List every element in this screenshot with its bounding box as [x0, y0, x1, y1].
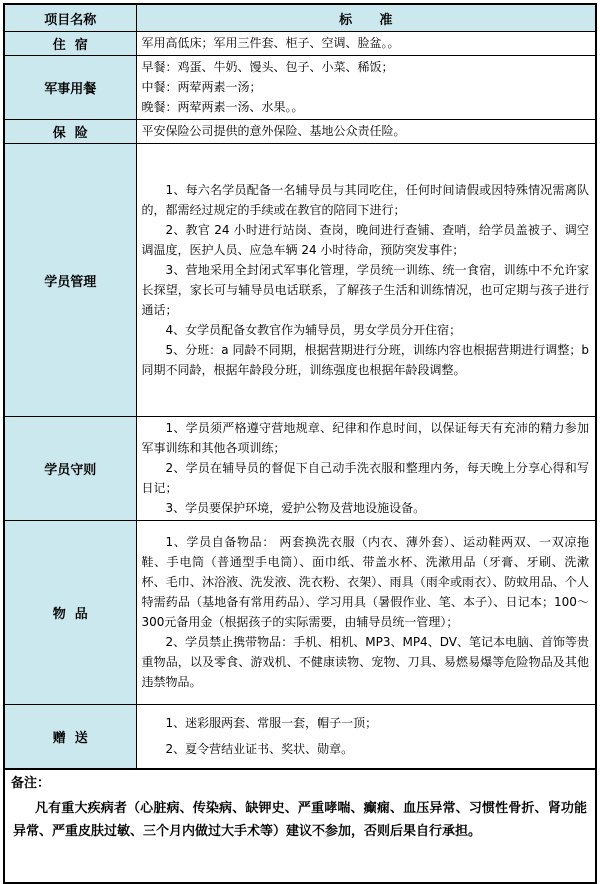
content-line: 2、夏令营结业证书、奖状、勋章。 [165, 741, 354, 756]
row-content-items [136, 521, 596, 705]
content-line: 中餐：两荤两素一汤； [141, 80, 262, 94]
content-line: 军用高低床；军用三件套、柜子、空调、脸盆。。 [141, 36, 400, 50]
table-header-row [4, 4, 596, 32]
row-meals [4, 56, 596, 120]
row-label-items: 物 品 [4, 521, 136, 705]
content-paragraph: 4、女学员配备女教官作为辅导员，男女学员分开住宿； [165, 322, 462, 337]
content-paragraph: 1、学员须严格遵守营地规章、纪律和作息时间，以保证每天有充沛的精力参加军事训练和其他各项训练； [141, 421, 589, 455]
row-student-management [4, 144, 596, 417]
row-content-meals [136, 56, 596, 120]
row-label-accommodation: 住 宿 [4, 32, 136, 56]
row-label-meals: 军事用餐 [4, 56, 136, 120]
row-items [4, 521, 596, 705]
row-content-accommodation [136, 32, 596, 56]
content-paragraph: 2、教官 24 小时进行站岗、查岗，晚间进行查铺、查哨，给学员盖被子、调空调温度，医护人员、应急车辆 24 小时待命，预防突发事件； [141, 222, 589, 257]
content-paragraph: 1、每六名学员配备一名辅导员与其同吃住，任何时间请假或因特殊情况需离队的，都需经过规定的手续或在教官的陪同下进行； [141, 182, 589, 217]
row-label-gifts: 赠 送 [4, 705, 136, 769]
content-line: 平安保险公司提供的意外保险、基地公众责任险。 [141, 124, 406, 138]
header-item-name: 项目名称 [4, 4, 136, 32]
content-line: 早餐：鸡蛋、牛奶、馒头、包子、小菜、稀饭； [141, 60, 394, 74]
remarks-box [3, 766, 597, 884]
row-content-insurance [136, 120, 596, 144]
row-content-student-management [136, 144, 596, 417]
standards-table [3, 3, 597, 770]
row-content-gifts [136, 705, 596, 769]
row-label-student-rules: 学员守则 [4, 417, 136, 521]
content-line: 1、迷彩服两套、常服一套，帽子一顶； [165, 715, 378, 730]
content-paragraph: 5、分班：a 同龄不同期，根据营期进行分班，训练内容也根据营期进行调整；b 同期不同龄，根据年龄段分班，训练强度也根据年龄段调整。 [141, 342, 589, 377]
row-insurance [4, 120, 596, 144]
content-paragraph: 3、营地采用全封闭式军事化管理，学员统一训练、统一食宿，训练中不允许家长探望，家长可与辅导员电话联系，了解孩子生活和训练情况，也可定期与孩子进行通话； [141, 262, 589, 317]
row-label-insurance: 保 险 [4, 120, 136, 144]
content-paragraph: 1、学员自备物品： 两套换洗衣服（内衣、薄外套）、运动鞋两双、一双凉拖鞋、手电筒（普通型手电筒）、面巾纸、带盖水杯、洗漱用品（牙膏、牙刷、洗漱杯、毛巾、沐浴液、洗发液、洗衣粉、衣架）、雨具（雨伞或雨衣）、防蚊用品、个人特需药品（基地备有常用药品）、学习用具（暑假作业、笔、本子）、日记本；100～300元备用金（根据孩子的实际需要，由辅导员统一管理）； [141, 535, 589, 629]
row-accommodation [4, 32, 596, 56]
row-content-student-rules [136, 417, 596, 521]
row-label-student-management: 学员管理 [4, 144, 136, 417]
content-line: 晚餐：两荤两素一汤、水果。。 [141, 100, 304, 114]
row-gifts [4, 705, 596, 769]
header-standard: 标 准 [136, 4, 596, 32]
content-paragraph: 3、学员要保护环境，爱护公物及营地设施设备。 [165, 501, 426, 515]
remarks-body: 凡有重大疾病者（心脏病、传染病、缺钾史、严重哮喘、癫痫、血压异常、习惯性骨折、肾功能异常、严重皮肤过敏、三个月内做过大手术等）建议不参加，否则后果自行承担。 [13, 801, 587, 839]
content-paragraph: 2、学员禁止携带物品：手机、相机、MP3、MP4、DV、笔记本电脑、首饰等贵重物品，以及零食、游戏机、不健康读物、宠物、刀具、易燃易爆等危险物品及其他违禁物品。 [141, 635, 589, 689]
content-paragraph: 2、学员在辅导员的督促下自己动手洗衣服和整理内务，每天晚上分享心得和写日记； [141, 461, 589, 495]
remarks-title: 备注： [11, 776, 51, 791]
row-student-rules [4, 417, 596, 521]
